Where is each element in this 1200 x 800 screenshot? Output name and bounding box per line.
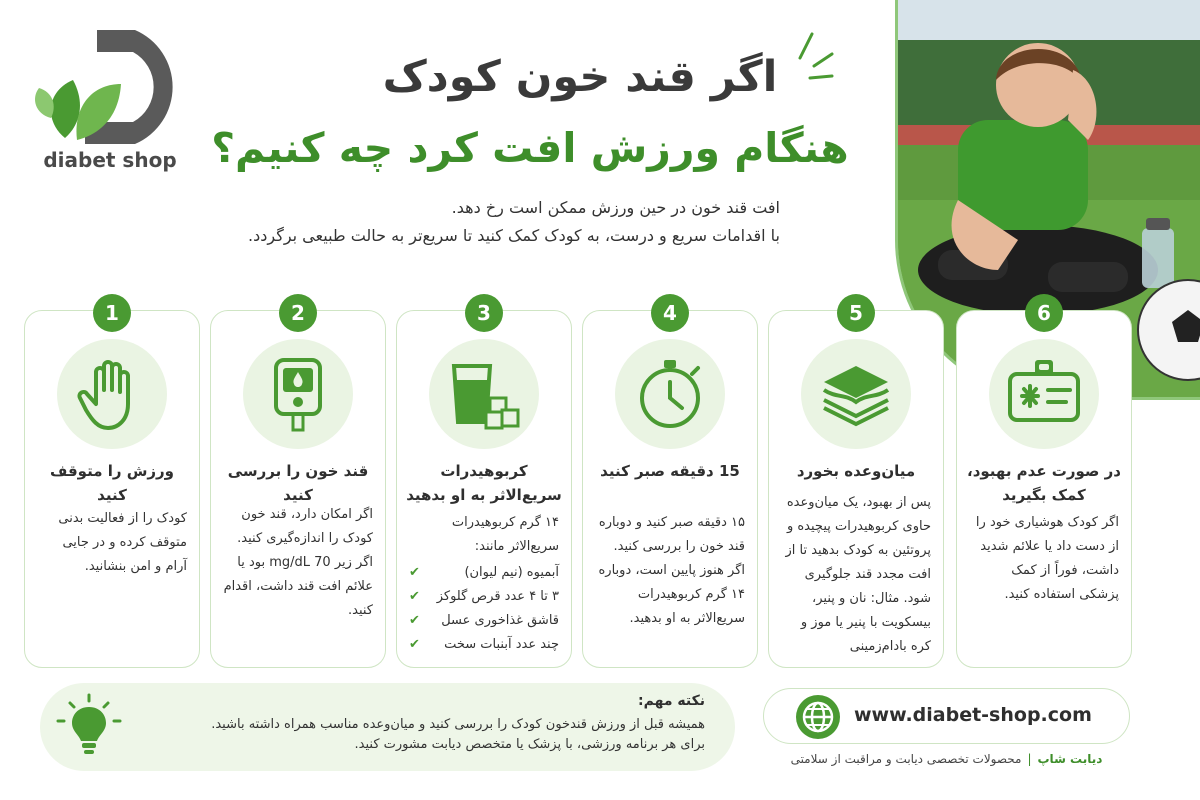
glucometer-icon [258,354,338,434]
footer-brand: دیابت شاپ [1037,752,1103,766]
step-body: ۱۴ گرم کربوهیدرات سریع‌الاثر مانند: [451,515,559,554]
step-card-4 [582,301,758,668]
step-body: کودک را از فعالیت بدنی متوقف کرده و در جایی آرام و امن بنشانید. [58,511,187,574]
step-title: میان‌وعده بخورد [796,462,916,480]
list-item-text: ۳ تا ۴ عدد قرص گلوکز [436,589,559,604]
step-card-6 [956,301,1132,668]
page-title-line-1: اگر قند خون کودک [382,52,778,102]
step-card-3 [396,301,572,668]
list-item [409,561,559,585]
checkmark-icon: ✔ [409,565,420,580]
icon-circle [615,339,725,449]
intro-line-1: افت قند خون در حین ورزش ممکن است رخ دهد. [451,198,780,217]
checkmark-icon: ✔ [409,589,420,604]
note-line-1: همیشه قبل از ورزش قند‌خون کودک را بررسی کنید و میان‌وعده مناسب همراه داشته باشید. [211,717,705,732]
icon-circle [989,339,1099,449]
important-note-box [40,683,735,771]
icon-circle [429,339,539,449]
step-body: اگر کودک هوشیاری خود را از دست داد یا علائم شدید داشت، فوراً از کمک پزشکی استفاده کنید. [975,515,1119,602]
step-card-1 [24,301,200,668]
step-number: 5 [837,294,875,332]
list-item-text: آبمیوه (نیم لیوان) [464,565,559,580]
step-title: کربوهیدرات سریع‌الاثر به او بدهید [406,462,562,504]
website-link[interactable] [763,688,1130,744]
juice-sugar-cubes-icon [444,354,524,434]
step-title: ورزش را متوقف کنید [49,462,174,504]
step-body: اگر امکان دارد، قند خون کودک را اندازه‌گیری کنید. اگر زیر 70 mg/dL بود یا علائم افت قند داشت، اقدام کنید. [223,507,373,618]
page-title-line-2: هنگام ورزش افت کرد چه کنیم؟ [211,124,849,172]
list-item [409,585,559,609]
step-card-2 [210,301,386,668]
list-item [409,633,559,657]
checkmark-icon: ✔ [409,613,420,628]
step-card-5 [768,301,944,668]
step-title: 15 دقیقه صبر کنید [600,462,740,480]
note-line-2: برای هر برنامه ورزشی، با پزشک یا متخصص دیابت مشورت کنید. [354,737,705,752]
footer-tagline [763,752,1130,774]
website-url[interactable]: www.diabet-shop.com [854,704,1092,726]
intro-line-2: با اقدامات سریع و درست، به کودک کمک کنید تا سریع‌تر به حالت طبیعی برگردد. [248,226,780,245]
list-item [409,609,559,633]
footer-divider: | [1027,752,1032,766]
step-body: پس از بهبود، یک میان‌وعده حاوی کربوهیدرات پیچیده و پروتئین به کودک بدهید تا از افت مجدد قند جلوگیری شود. مثال: نان و پنیر، بیسکویت با پنیر یا موز و کره بادام‌زمینی [785,495,931,654]
step-number: 2 [279,294,317,332]
note-heading: نکته مهم: [638,693,705,709]
icon-circle [57,339,167,449]
stopwatch-icon [630,354,710,434]
step-body: ۱۵ دقیقه صبر کنید و دوباره قند خون را بررسی کنید. اگر هنوز پایین است، دوباره ۱۴ گرم کربوهیدرات سریع‌الاثر به او بدهید. [598,515,745,626]
icon-circle [243,339,353,449]
carb-options-list [409,561,559,657]
checkmark-icon: ✔ [409,637,420,652]
brand-name: diabet shop [43,148,177,172]
step-title: قند خون را بررسی کنید [227,462,369,504]
note-text [135,715,705,755]
step-number: 1 [93,294,131,332]
list-item-text: قاشق غذاخوری عسل [441,613,559,628]
medical-id-badge-icon [1004,354,1084,434]
sandwich-icon [816,354,896,434]
icon-circle [801,339,911,449]
step-number: 3 [465,294,503,332]
list-item-text: چند عدد آبنبات سخت [444,637,559,652]
lightbulb-icon [56,693,122,759]
step-number: 6 [1025,294,1063,332]
hand-stop-icon [72,354,152,434]
intro-text [200,194,780,250]
step-number: 4 [651,294,689,332]
footer-tagline-text: محصولات تخصصی دیابت و مراقبت از سلامتی [790,752,1022,766]
step-title: در صورت عدم بهبود، کمک بگیرید [967,462,1121,504]
globe-icon [796,695,840,739]
